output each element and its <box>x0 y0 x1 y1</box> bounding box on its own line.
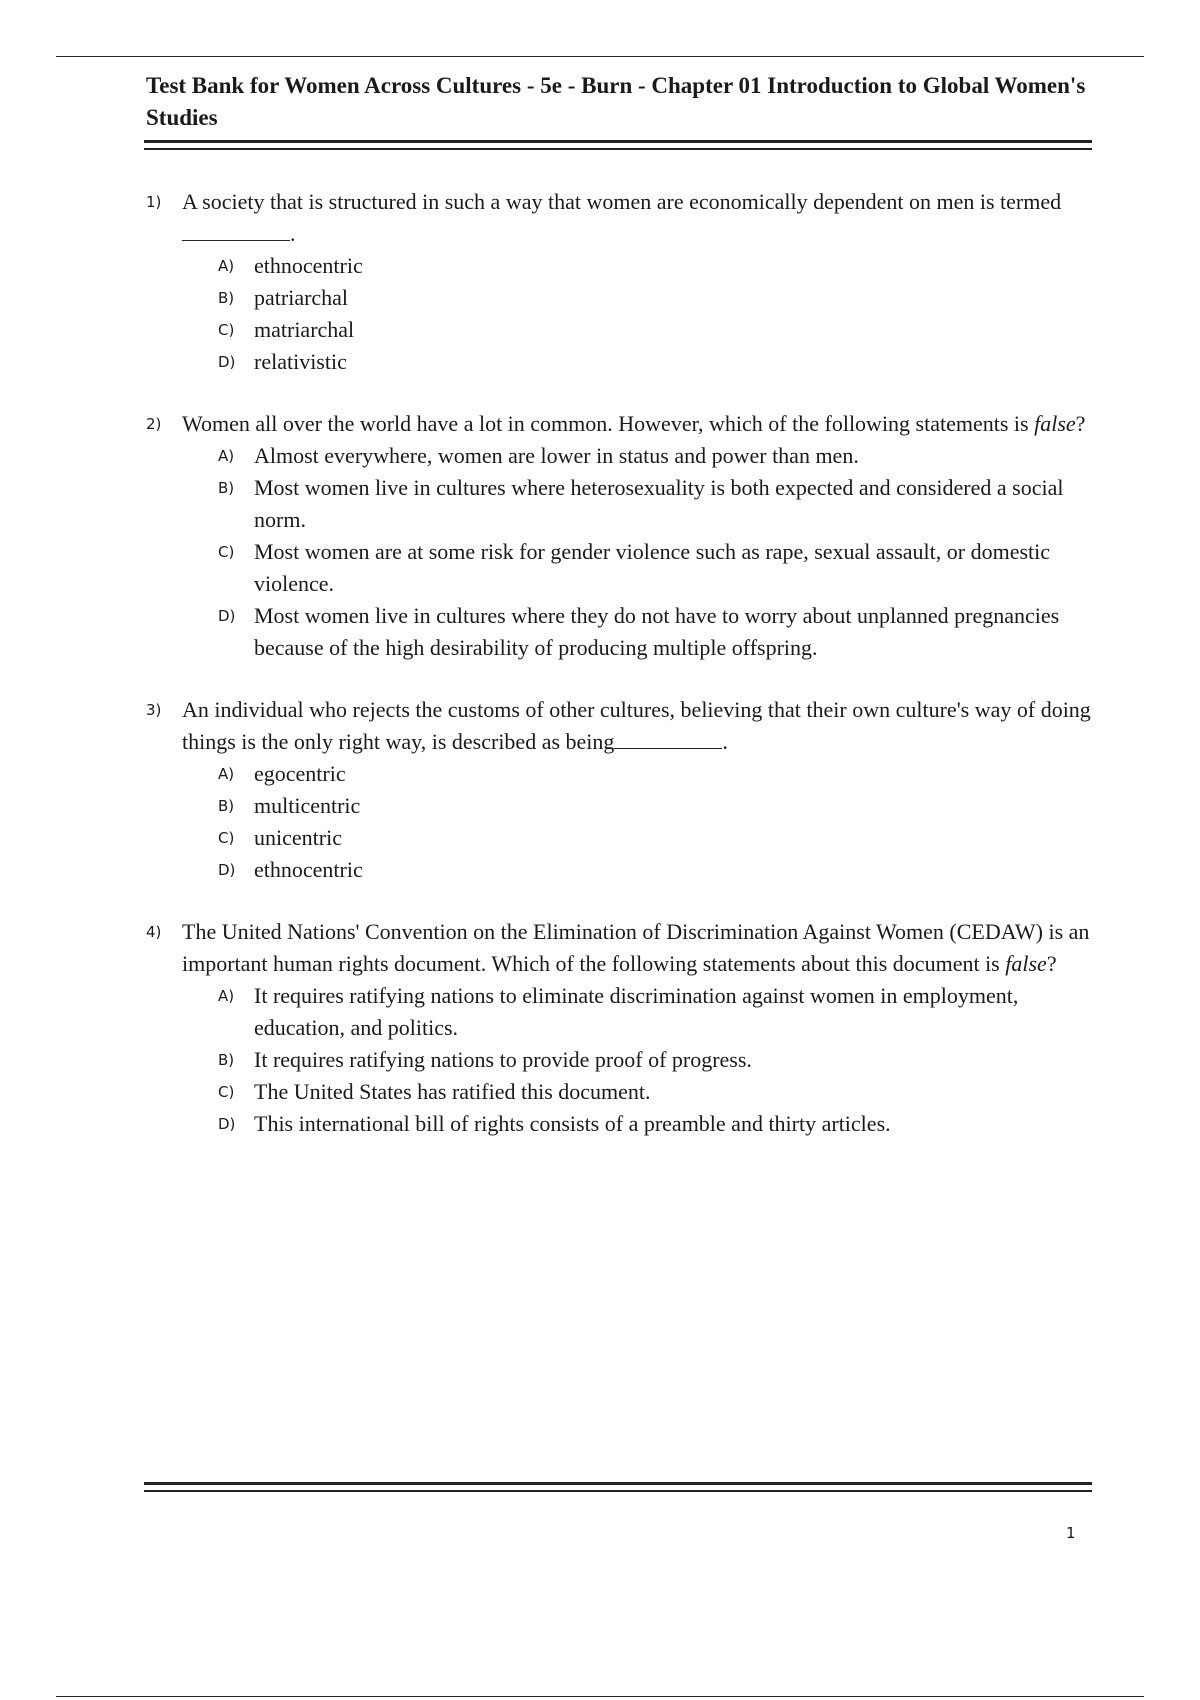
page-title: Test Bank for Women Across Cultures - 5e - Burn - Chapter 01 Introduction to Global Women's Studies <box>146 73 1086 130</box>
page-top-rule <box>56 56 1144 57</box>
option-letter: D) <box>218 1115 236 1133</box>
option-text: patriarchal <box>254 285 349 310</box>
option-text: ethnocentric <box>254 253 363 278</box>
answer-option-b[interactable] <box>218 282 1091 314</box>
option-letter: A) <box>218 447 235 465</box>
option-text: Most women live in cultures where they do not have to worry about unplanned pregnancies because of the high desirability of producing multiple offspring. <box>254 603 1060 660</box>
stem-emphasis: false <box>1005 951 1047 976</box>
option-letter: A) <box>218 765 235 783</box>
answer-option-a[interactable] <box>218 250 1091 282</box>
option-text: It requires ratifying nations to eliminate discrimination against women in employment, education, and politics. <box>254 983 1019 1040</box>
option-text: ethnocentric <box>254 857 363 882</box>
question-number: 2) <box>146 415 162 433</box>
answer-option-c[interactable] <box>218 314 1091 346</box>
answer-option-c[interactable] <box>218 822 1091 854</box>
option-text: It requires ratifying nations to provide proof of progress. <box>254 1047 752 1072</box>
answer-options <box>146 440 1091 664</box>
answer-option-a[interactable] <box>218 758 1091 790</box>
option-letter: D) <box>218 607 236 625</box>
stem-text: Women all over the world have a lot in common. However, which of the following statements is <box>182 411 1035 436</box>
answer-options <box>146 758 1091 886</box>
option-text: This international bill of rights consists of a preamble and thirty articles. <box>254 1111 891 1136</box>
question-number: 1) <box>146 193 162 211</box>
option-letter: C) <box>218 829 235 847</box>
question-stem <box>182 916 1091 980</box>
answer-option-b[interactable] <box>218 472 1091 536</box>
answer-option-c[interactable] <box>218 536 1091 600</box>
answer-options <box>146 250 1091 378</box>
stem-end: . <box>722 729 728 754</box>
question-4 <box>146 916 1091 1140</box>
option-letter: D) <box>218 861 236 879</box>
question-list <box>146 186 1091 1140</box>
question-1 <box>146 186 1091 378</box>
page-bottom-rule <box>56 1696 1144 1697</box>
header-double-rule <box>144 140 1092 150</box>
question-stem <box>182 408 1091 440</box>
answer-option-d[interactable] <box>218 1108 1091 1140</box>
stem-text: An individual who rejects the customs of other cultures, believing that their own culture's way of doing things is the only right way, is described as being <box>182 697 1091 754</box>
option-letter: A) <box>218 257 235 275</box>
answer-option-c[interactable] <box>218 1076 1091 1108</box>
option-letter: D) <box>218 353 236 371</box>
answer-option-d[interactable] <box>218 854 1091 886</box>
option-letter: C) <box>218 1083 235 1101</box>
option-text: egocentric <box>254 761 346 786</box>
question-stem <box>182 694 1091 758</box>
answer-option-a[interactable] <box>218 980 1091 1044</box>
answer-options <box>146 980 1091 1140</box>
answer-blank <box>182 218 290 241</box>
option-text: Most women live in cultures where heterosexuality is both expected and considered a social norm. <box>254 475 1064 532</box>
question-stem <box>182 186 1091 250</box>
question-2 <box>146 408 1091 664</box>
stem-text: A society that is structured in such a way that women are economically dependent on men is termed <box>182 189 1062 214</box>
answer-option-d[interactable] <box>218 600 1091 664</box>
option-letter: B) <box>218 1051 235 1069</box>
option-text: matriarchal <box>254 317 355 342</box>
option-letter: B) <box>218 289 235 307</box>
option-text: The United States has ratified this document. <box>254 1079 651 1104</box>
option-text: unicentric <box>254 825 342 850</box>
answer-option-a[interactable] <box>218 440 1091 472</box>
answer-blank <box>614 726 722 749</box>
stem-emphasis: false <box>1034 411 1076 436</box>
question-number: 3) <box>146 701 162 719</box>
stem-end: ? <box>1075 411 1086 436</box>
answer-option-d[interactable] <box>218 346 1091 378</box>
page-number: 1 <box>1066 1524 1076 1542</box>
option-text: relativistic <box>254 349 347 374</box>
option-letter: B) <box>218 797 235 815</box>
answer-option-b[interactable] <box>218 790 1091 822</box>
option-letter: C) <box>218 321 235 339</box>
option-text: Almost everywhere, women are lower in status and power than men. <box>254 443 859 468</box>
footer-double-rule <box>144 1482 1092 1492</box>
option-letter: A) <box>218 987 235 1005</box>
stem-end: . <box>290 221 296 246</box>
option-text: Most women are at some risk for gender violence such as rape, sexual assault, or domestic violence. <box>254 539 1051 596</box>
option-text: multicentric <box>254 793 361 818</box>
question-number: 4) <box>146 923 162 941</box>
option-letter: B) <box>218 479 235 497</box>
stem-end: ? <box>1046 951 1057 976</box>
stem-text: The United Nations' Convention on the Elimination of Discrimination Against Women (CEDAW) is an important human rights document. Which of the following statements about this document is <box>182 919 1090 976</box>
option-letter: C) <box>218 543 235 561</box>
answer-option-b[interactable] <box>218 1044 1091 1076</box>
question-3 <box>146 694 1091 886</box>
